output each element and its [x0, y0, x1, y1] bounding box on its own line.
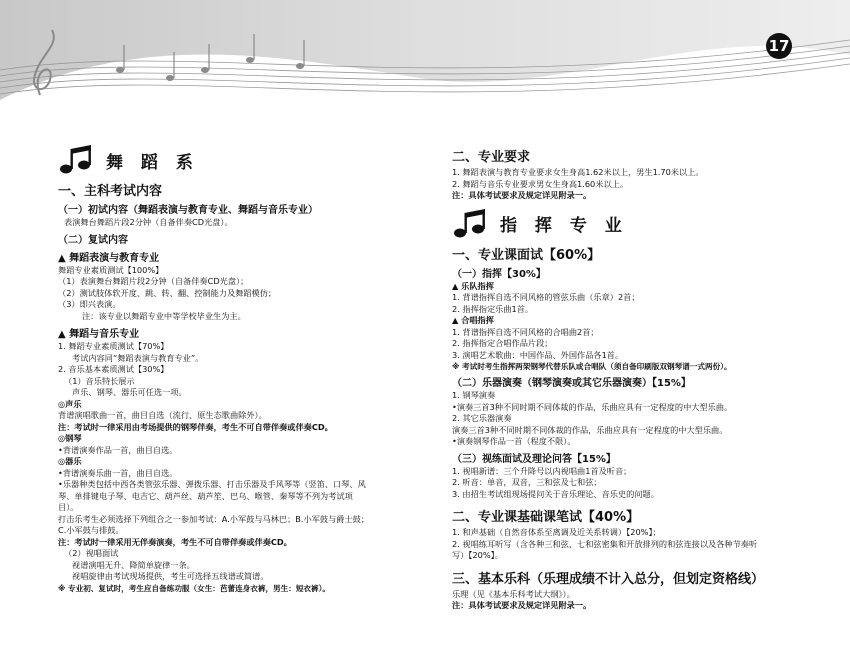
choir-label: ▲ 合唱指挥: [452, 315, 494, 325]
final-note: ※ 专业初、复试时，考生应自备练功服（女生：芭蕾连身衣裤，男生：短衣裤）。: [58, 583, 331, 593]
choir-line: 1. 背谱指挥自选不同风格的合唱曲2首；: [452, 326, 599, 337]
dance-ed-line: 舞蹈专业素质测试【100%】: [58, 264, 164, 275]
choir-note: ※ 考试时考生指挥两架钢琴代替乐队或合唱队（须自备印刷版双钢琴谱一式两份）。: [452, 362, 732, 371]
written-line: 2. 视唱练耳听写（含各种三和弦、七和弦密集和开放排列的和弦连接以及各种节奏听: [452, 538, 758, 549]
dance-music-line: 考试内容同“舞蹈表演与教育专业”。: [72, 352, 204, 363]
piano-label: ◎钢琴: [58, 433, 82, 443]
dance-ed-note: 注：该专业以舞蹈专业中等学校毕业生为主。: [82, 310, 246, 321]
band-label: ▲ 乐队指挥: [452, 280, 494, 291]
sight-singing-line: 视唱旋律由考试现场提供，考生可选择五线谱或简谱。: [72, 571, 269, 581]
sight-line: 1. 视唱新谱：三个升降号以内视唱曲1首及听音；: [452, 465, 632, 476]
sight-line: 2. 听音：单音，双音，三和弦及七和弦；: [452, 477, 602, 487]
instrument-label: ◎器乐: [58, 456, 82, 466]
dance-ed-line: （3）即兴表演。: [58, 299, 121, 309]
vocal-line: 背谱演唱歌曲一首，曲目自选（流行、原生态歌曲除外）。: [58, 410, 267, 420]
instrument-line: 演奏三首3种不同时期不同体裁的作品，乐曲应具有一定程度的中大型乐曲。: [452, 424, 728, 435]
instrument-line: 1. 钢琴演奏: [452, 390, 496, 400]
instrument-line: •背谱演奏乐曲一首，曲目自选。: [58, 467, 178, 478]
initial-line: 表演舞台舞蹈片段2分钟（自备伴奏CD光盘）。: [64, 217, 233, 227]
theory-line: 乐理（见《基本乐科考试大纲》）。: [452, 588, 575, 599]
course-heading: 一、专业课面试【60%】: [452, 247, 601, 263]
dance-music-line: 声乐、钢琴、器乐可任选一项。: [72, 387, 187, 397]
dance-ed-line: （2）测试肢体软开度、跳、转、翻、控制能力及舞蹈模仿；: [58, 287, 277, 298]
sight-singing-line: 视谱演唱无升、降简单旋律一条。: [72, 559, 195, 570]
conducting-heading: （一）指挥【30%】: [452, 268, 546, 280]
instrument-line: C.小军鼓与排鼓。: [58, 525, 124, 535]
piano-line: •背谱演奏作品一首，曲目自选。: [58, 444, 178, 455]
exam-heading: 一、主科考试内容: [58, 184, 163, 199]
dance-music-line: 2. 音乐基本素质测试【30%】: [58, 364, 169, 374]
dance-ed-heading: ▲ 舞蹈表演与教育专业: [58, 252, 160, 264]
requirements-heading: 二、专业要求: [452, 150, 531, 165]
dance-ed-line: （1）表演舞台舞蹈片段2分钟（自备伴奏CD光盘）；: [58, 276, 249, 286]
instrument-line: 2. 其它乐器演奏: [452, 413, 512, 423]
band-line: 2. 指挥指定乐曲1首。: [452, 303, 534, 314]
instrument-line: •演奏钢琴作品一首（程度不限）。: [452, 436, 576, 446]
theory-note: 注：具体考试要求及规定详见附录一。: [452, 600, 592, 610]
page-number-badge: 17: [766, 33, 792, 59]
instrument-line: •演奏三首3种不同时期不同体裁的作品，乐曲应具有一定程度的中大型乐曲。: [452, 401, 733, 412]
requirement-line: 2. 舞蹈与音乐专业要求男女生身高1.60米以上。: [452, 178, 629, 189]
conducting-column: [452, 146, 822, 612]
written-heading: 二、专业课基础课笔试【40%】: [452, 510, 640, 525]
vocal-note: 注：考试时一律采用由考场提供的钢琴伴奏，考生不可自带伴奏或伴奏CD。: [58, 421, 333, 432]
dance-department-header: [58, 146, 428, 174]
sight-singing-line: （2）视唱面试: [64, 548, 119, 558]
instrument-line: 打击乐考生必须选择下列组合之一参加考试：A.小军鼓与马林巴；B.小军鼓与爵士鼓；: [58, 513, 370, 524]
instrument-line: 目）。: [58, 502, 79, 512]
instrument-heading: （二）乐器演奏（钢琴演奏或其它乐器演奏）【15%】: [452, 378, 691, 389]
sight-line: 3. 由招生考试组现场提问关于音乐理论、音乐史的问题。: [452, 488, 659, 499]
instrument-note: 注：考试时一律采用无伴奏演奏，考生不可自带伴奏或伴奏CD。: [58, 536, 292, 547]
music-staff-banner: [0, 0, 850, 120]
requirements-note: 注：具体考试要求及规定详见附录一。: [452, 190, 592, 200]
choir-line: 2. 指挥指定合唱作品片段；: [452, 338, 553, 348]
instrument-line: •乐器种类包括中西各类管弦乐器、弹拨乐器、打击乐器及手风琴等（竖笛、口琴、风: [58, 479, 366, 489]
music-note-icon: [452, 209, 486, 239]
retest-heading: （二）复试内容: [58, 234, 128, 246]
initial-heading: （一）初试内容（舞蹈表演与教育专业、舞蹈与音乐专业）: [58, 205, 318, 216]
dept-title: 指 挥 专 业: [500, 216, 628, 236]
music-note-icon: [58, 145, 92, 175]
sight-heading: （三）视练面试及理论问答【15%】: [452, 453, 616, 465]
choir-line: 3. 演唱艺术歌曲：中国作品、外国作品各1首。: [452, 349, 624, 360]
vocal-label: ◎声乐: [58, 398, 82, 409]
band-line: 1. 背谱指挥自选不同风格的管弦乐曲（乐章）2首；: [452, 292, 640, 302]
dance-department-column: [58, 146, 428, 594]
theory-heading: 三、基本乐科（乐理成绩不计入总分，但划定资格线）: [452, 571, 765, 587]
dept-title: 舞 蹈 系: [106, 152, 199, 173]
written-line: 1. 和声基础（自然音体系至离调及近关系转调）【20%】；: [452, 527, 661, 537]
dance-music-line: 1. 舞蹈专业素质测试【70%】: [58, 341, 169, 351]
dance-music-heading: ▲ 舞蹈与音乐专业: [58, 329, 140, 340]
instrument-line: 琴、单排键电子琴、电吉它、葫芦丝、葫芦笙、巴乌、喉管、秦琴等不列为考试项: [58, 490, 353, 501]
conducting-header: [452, 210, 822, 238]
dance-music-line: （1）音乐特长展示: [64, 375, 135, 386]
requirement-line: 1. 舞蹈表演与教育专业要求女生身高1.62米以上，男生1.70米以上。: [452, 167, 704, 177]
written-line: 写）【20%】。: [452, 550, 503, 560]
